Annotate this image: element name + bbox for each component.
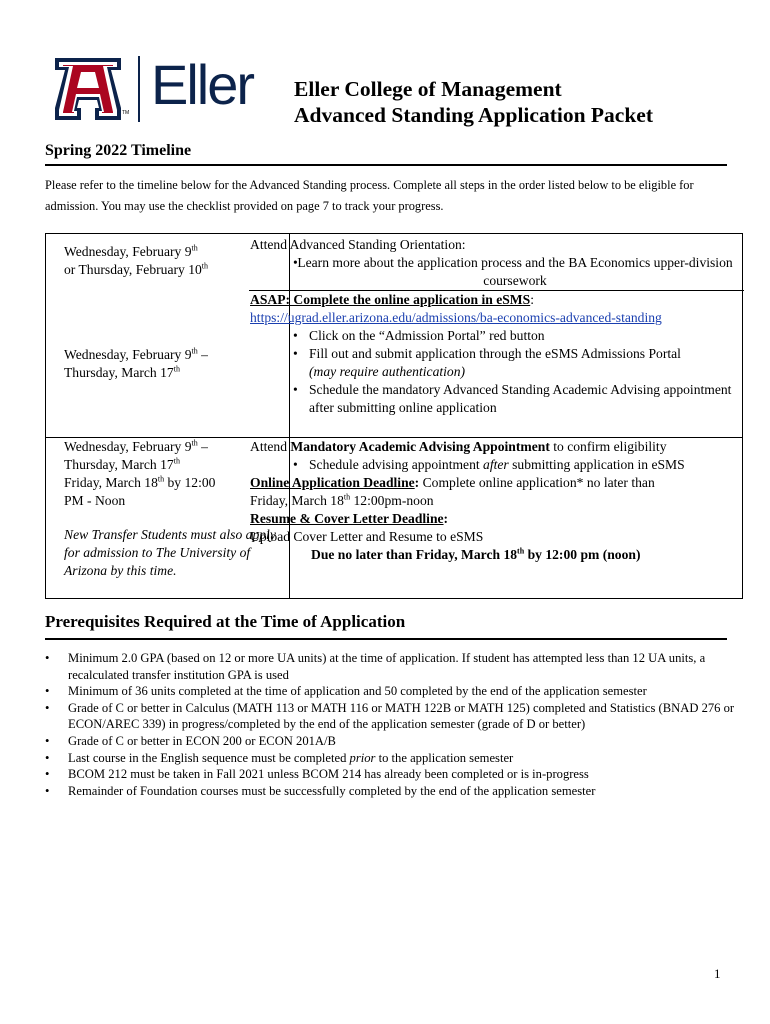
page-number: 1	[714, 966, 721, 981]
title-line-1: Eller College of Management	[294, 77, 562, 101]
timeline-intro: Please refer to the timeline below for the Advanced Standing process. Complete all steps in the order listed below to be eligible for admission. You may use the checklist provided on page 7 to track your progress.	[45, 178, 694, 213]
row3-date-a-sup: th	[191, 438, 198, 448]
prereq-item-7: Remainder of Foundation courses must be successfully completed by the end of the application semester	[68, 783, 596, 798]
row2-date-b: Thursday, March 17	[64, 365, 174, 380]
list-item	[45, 700, 735, 733]
prerequisites-list	[45, 650, 735, 799]
prereq-item-5-em: prior	[349, 750, 376, 765]
list-item	[45, 750, 735, 767]
row2-date-a-sup: th	[191, 346, 198, 356]
advising-post: to confirm eligibility	[549, 439, 667, 454]
advising-bullet	[250, 456, 740, 474]
prereq-item-6: BCOM 212 must be taken in Fall 2021 unless BCOM 214 has already been completed or is in-progress	[68, 767, 589, 782]
application-bullet-3: Schedule the mandatory Advanced Standing Academic Advising appointment after submitting online application	[309, 382, 732, 415]
row1-date-a-sup: th	[191, 243, 198, 253]
advising-bold: Mandatory Academic Advising Appointment	[290, 439, 550, 454]
deadline-date: Friday, March 18	[250, 493, 344, 508]
list-item	[45, 683, 735, 700]
row2-date-a: Wednesday, February 9	[64, 347, 192, 362]
row2-date-a-tail: –	[197, 347, 208, 362]
row3-date-c-tail: by 12:00	[164, 475, 216, 490]
title-line-2: Advanced Standing Application Packet	[294, 103, 653, 127]
orientation-bullet-text: Learn more about the application process and the BA Economics upper-division coursework	[297, 255, 733, 288]
resume-text: Upload Cover Letter and Resume to eSMS	[250, 529, 484, 544]
advising-bullet-em: after	[483, 457, 509, 472]
orientation-task: Attend Advanced Standing Orientation:	[250, 237, 466, 252]
timeline-table	[45, 233, 743, 599]
resume-due-tail: by 12:00 pm (noon)	[524, 547, 641, 562]
logo-divider	[138, 56, 140, 122]
list-item	[45, 766, 735, 783]
deadline-time: 12:00pm-noon	[350, 493, 434, 508]
row1-date-b-sup: th	[201, 261, 209, 271]
prereq-item-1: Minimum 2.0 GPA (based on 12 or more UA units) at the time of application. If student has attempted less than 12 UA units, a recalculated transfer institution GPA is used	[68, 651, 706, 682]
application-bullet-2-note: (may require authentication)	[309, 364, 466, 379]
list-item	[45, 783, 735, 800]
application-bullet	[250, 381, 740, 417]
heading-rule	[45, 164, 727, 166]
application-bullet-1: Click on the “Admission Portal” red button	[309, 328, 545, 343]
advising-bullet-post: submitting application in eSMS	[508, 457, 685, 472]
row1-date-b: or Thursday, February 10	[64, 262, 202, 277]
deadline-text: Complete online application* no later than	[419, 475, 655, 490]
prerequisites-heading: Prerequisites Required at the Time of Application	[45, 612, 406, 631]
heading-rule	[45, 638, 727, 640]
advising-bullet-pre: Schedule advising appointment	[309, 457, 484, 472]
row2-task	[250, 291, 740, 417]
row3-task: Attend Mandatory Academic Advising Appointment to confirm eligibility • Schedule advising appointment after submitting application in eSMS Online Application Deadline: Complete online application* no later than Friday, March 18th 12:00pm-noon Resume & Cover Letter Deadline: Upload Cover Letter and Resume to eSMS Due no later than Friday, March 18th by 12:00 pm (noon)	[250, 438, 740, 564]
application-bullet-2: Fill out and submit application through the eSMS Admissions Portal	[309, 346, 681, 361]
row3-date-b: Thursday, March 17	[64, 457, 174, 472]
resume-due-sup: th	[517, 546, 525, 556]
list-item	[45, 733, 735, 750]
application-link[interactable]: https://ugrad.eller.arizona.edu/admissions/ba-economics-advanced-standing	[250, 310, 662, 325]
row3-date-d: PM - Noon	[64, 493, 126, 508]
resume-due: Due no later than Friday, March 18	[311, 547, 518, 562]
advising-pre: Attend	[250, 439, 291, 454]
timeline-heading: Spring 2022 Timeline	[45, 142, 192, 159]
row3-date-b-sup: th	[173, 456, 180, 466]
application-task-colon: :	[530, 292, 534, 307]
resume-label: Resume & Cover Letter Deadline	[250, 511, 444, 526]
application-bullet	[250, 327, 740, 345]
document-title	[294, 76, 653, 128]
prereq-item-5-post: to the application semester	[375, 750, 514, 765]
logo-trademark: TM	[122, 110, 130, 116]
application-task: ASAP: Complete the online application in eSMS	[250, 292, 531, 307]
prereq-item-5-pre: Last course in the English sequence must be completed	[68, 750, 350, 765]
row2-date-b-sup: th	[173, 364, 180, 374]
application-bullet	[250, 345, 740, 381]
prereq-item-2: Minimum of 36 units completed at the time of application and 50 completed by the end of the application semester	[68, 684, 647, 699]
row3-date-c: Friday, March 18	[64, 475, 158, 490]
deadline-label: Online Application Deadline	[250, 475, 415, 490]
row1-task	[250, 236, 740, 290]
list-item	[45, 650, 735, 683]
row3-date-a: Wednesday, February 9	[64, 439, 192, 454]
row3-date-c-sup: th	[157, 474, 165, 484]
deadline-date-sup: th	[343, 492, 351, 502]
orientation-bullet	[250, 254, 740, 290]
prereq-item-4: Grade of C or better in ECON 200 or ECON 201A/B	[68, 733, 336, 748]
row1-date-a: Wednesday, February 9	[64, 244, 192, 259]
eller-wordmark: Eller	[151, 53, 254, 116]
transfer-student-note: New Transfer Students must also apply for admission to The University of Arizona by this time.	[64, 527, 276, 578]
arizona-a-logo-icon	[55, 58, 121, 120]
prereq-item-3: Grade of C or better in Calculus (MATH 113 or MATH 116 or MATH 122B or MATH 125) completed and Statistics (BNAD 276 or ECON/AREC 339) in progress/completed by the end of the application semester (grade of D or better)	[68, 700, 735, 732]
row3-date-a-tail: –	[197, 439, 208, 454]
